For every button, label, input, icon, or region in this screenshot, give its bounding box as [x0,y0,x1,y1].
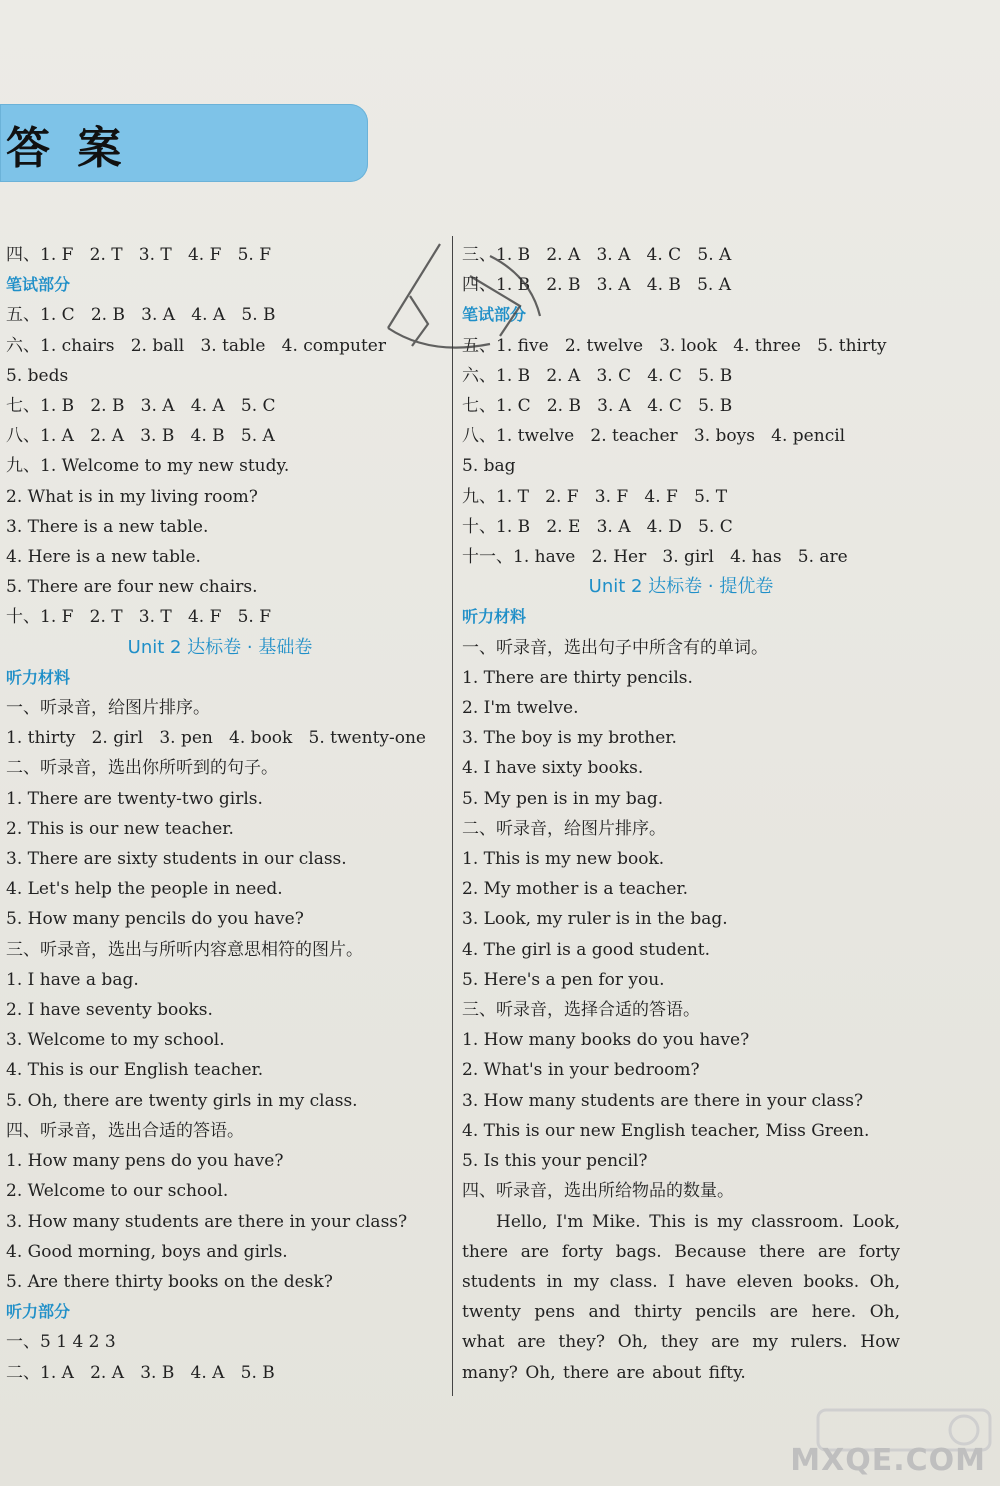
answer-line: 5. There are four new chairs. [6,577,258,598]
answer-line: 4. This is our new English teacher, Miss Green. [462,1120,870,1141]
answer-line: 1. There are thirty pencils. [462,667,693,688]
section-heading: 听力材料 [6,667,71,687]
answer-line: 十、1. F 2. T 3. T 4. F 5. F [6,607,272,628]
answer-line: 三、听录音，选出与所听内容意思相符的图片。 [6,939,363,960]
answer-line: 4. The girl is a good student. [462,939,711,960]
answer-line: 1. thirty 2. girl 3. pen 4. book 5. twenty-one [6,728,426,749]
column-divider [452,236,453,1396]
answer-line: 5. My pen is in my bag. [462,788,664,809]
answer-line: 十一、1. have 2. Her 3. girl 4. has 5. are [462,547,848,568]
answer-line: 四、1. B 2. B 3. A 4. B 5. A [462,275,731,296]
answer-line: 2. I have seventy books. [6,1000,213,1021]
section-heading: 笔试部分 [6,275,71,295]
paragraph: Hello, I'm Mike. This is my classroom. Look, there are forty bags. Because there are forty students in my class. I have eleven books. Oh, twenty pens and thirty pencils are here. Oh, what are they? Oh, they are my rulers. How many? Oh, there are about fifty. [462,1211,900,1383]
answer-line: 2. What is in my living room? [6,486,258,507]
section-heading: 听力部分 [6,1302,71,1322]
answer-line: 2. What's in your bedroom? [462,1060,700,1081]
answer-line: 2. My mother is a teacher. [462,879,689,900]
answer-line: 九、1. Welcome to my new study. [6,456,290,477]
answer-line: 3. The boy is my brother. [462,728,677,749]
answer-line: 4. Here is a new table. [6,547,201,568]
answer-line: 5. Oh, there are twenty girls in my class. [6,1090,358,1111]
answer-line: 2. I'm twelve. [462,698,579,719]
answer-line: 八、1. twelve 2. teacher 3. boys 4. pencil [462,426,846,447]
answer-line: 4. I have sixty books. [462,758,644,779]
answer-line: 4. This is our English teacher. [6,1060,264,1081]
answer-line: 四、听录音，选出所给物品的数量。 [462,1181,734,1202]
answer-line: 五、1. C 2. B 3. A 4. A 5. B [6,305,276,326]
answer-line: 十、1. B 2. E 3. A 4. D 5. C [462,516,733,537]
answer-line: 5. Here's a pen for you. [462,969,665,990]
right-column [462,240,900,1388]
answer-line: 一、5 1 4 2 3 [6,1332,116,1353]
page-title: 答 案 [6,123,128,174]
section-heading: 笔试部分 [462,305,527,325]
answer-line: 1. How many books do you have? [462,1030,750,1051]
answer-line: 五、1. five 2. twelve 3. look 4. three 5. thirty [462,335,887,356]
answer-line: 4. Let's help the people in need. [6,879,283,900]
answer-line: 3. Look, my ruler is in the bag. [462,909,728,930]
answer-line: 5. bag [462,456,516,477]
answer-line: 5. Is this your pencil? [462,1151,648,1172]
answer-line: 5. Are there thirty books on the desk? [6,1271,333,1292]
unit-heading: Unit 2 达标卷 · 基础卷 [127,636,313,658]
answer-line: 一、听录音，给图片排序。 [6,698,210,719]
answer-line: 3. There are sixty students in our class. [6,849,347,870]
answer-line: 1. How many pens do you have? [6,1151,284,1172]
answer-line: 3. Welcome to my school. [6,1030,225,1051]
answer-line: 1. This is my new book. [462,849,665,870]
header-banner [0,104,368,182]
answer-line: 二、1. A 2. A 3. B 4. A 5. B [6,1362,275,1383]
answer-line: 2. Welcome to our school. [6,1181,229,1202]
answer-line: 3. How many students are there in your class? [462,1090,864,1111]
answer-line: 六、1. chairs 2. ball 3. table 4. computer [6,335,386,356]
answer-line: 5. How many pencils do you have? [6,909,304,930]
answer-line: 七、1. B 2. B 3. A 4. A 5. C [6,396,276,417]
answer-line: 3. How many students are there in your class? [6,1211,408,1232]
answer-line: 三、1. B 2. A 3. A 4. C 5. A [462,245,732,265]
answer-line: 二、听录音，给图片排序。 [462,818,666,839]
answer-line: 二、听录音，选出你所听到的句子。 [6,758,278,779]
answer-line: 1. I have a bag. [6,969,139,990]
answer-line: 八、1. A 2. A 3. B 4. B 5. A [6,426,275,447]
answer-line: 5. beds [6,365,69,386]
stamp-icon [370,236,570,386]
answer-line: 四、听录音，选出合适的答语。 [6,1120,244,1141]
answer-line: 六、1. B 2. A 3. C 4. C 5. B [462,365,733,386]
section-heading: 听力材料 [462,607,527,627]
left-column [6,240,434,1388]
answer-line: 3. There is a new table. [6,516,209,537]
answer-line: 七、1. C 2. B 3. A 4. C 5. B [462,396,733,417]
answer-line: 2. This is our new teacher. [6,818,234,839]
answer-line: 三、听录音，选择合适的答语。 [462,1000,700,1021]
answer-line: 1. There are twenty-two girls. [6,788,263,809]
answer-line: 九、1. T 2. F 3. F 4. F 5. T [462,486,728,507]
answer-line: 4. Good morning, boys and girls. [6,1241,288,1262]
answer-line: 四、1. F 2. T 3. T 4. F 5. F [6,245,272,265]
answer-line: 一、听录音，选出句子中所含有的单词。 [462,637,768,658]
site-logo-text: MXQE.COM [790,1443,986,1478]
unit-heading: Unit 2 达标卷 · 提优卷 [588,576,774,598]
